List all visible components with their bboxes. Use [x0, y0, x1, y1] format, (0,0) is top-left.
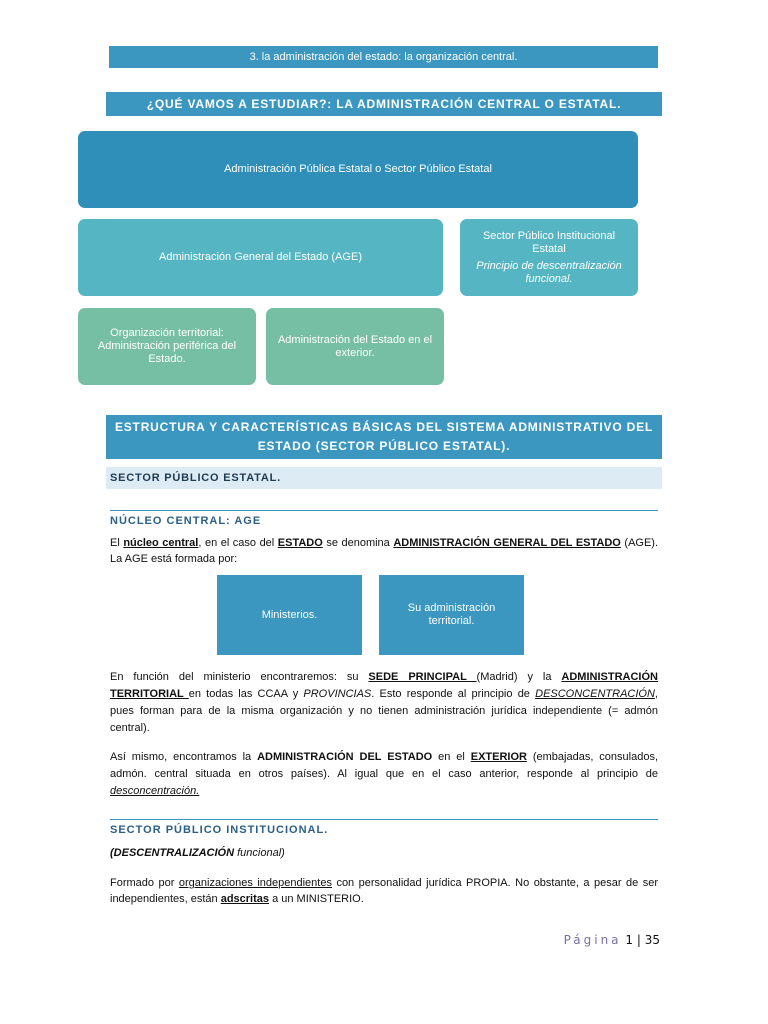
page-word: Página: [563, 933, 622, 947]
diagram-territorial-label: Organización territorial: Administración periférica del Estado.: [97, 327, 237, 365]
page-number: 1: [625, 933, 634, 947]
text-run: (AGE). La AGE está formada por:: [110, 537, 659, 565]
nucleo-heading: NÚCLEO CENTRAL: AGE: [110, 510, 658, 527]
page-footer: [470, 933, 660, 951]
text-run: , en el caso del: [198, 537, 278, 549]
institucional-heading: SECTOR PÚBLICO INSTITUCIONAL.: [110, 819, 658, 836]
page-total: 35: [644, 933, 660, 947]
text-run: , pues forman para de la misma organización y no tienen administración jurídica independiente (= admón central).: [110, 688, 658, 734]
diagram-box-sector-institucional: [460, 219, 638, 296]
diagram-box-territorial: [78, 308, 256, 385]
text-run: en el: [432, 751, 471, 763]
diagram-box-main: [78, 131, 638, 208]
diagram-box-age: [78, 219, 443, 296]
text-run: ESTADO: [277, 537, 323, 549]
institucional-paragraph-2: [110, 875, 658, 907]
text-run: En función del ministerio encontraremos: su: [110, 671, 369, 683]
page-separator: |: [636, 933, 641, 947]
text-run: (embajadas, consulados, admón. central situada en otros países). Al igual que en el caso anterior, responde al principio de: [110, 751, 658, 780]
institucional-paragraph-1: [110, 845, 658, 862]
section-title: ¿QUÉ VAMOS A ESTUDIAR?: LA ADMINISTRACIÓN CENTRAL O ESTATAL.: [106, 92, 662, 116]
text-run: funcional): [234, 847, 285, 859]
text-run: DESCONCENTRACIÓN: [535, 688, 655, 700]
nucleo-paragraph-3: [110, 749, 658, 800]
text-run: ADMINISTRACIÓN TERRITORIAL: [110, 671, 658, 700]
administracion-territorial-box: Su administración territorial.: [379, 575, 524, 655]
text-run: EXTERIOR: [470, 751, 527, 763]
running-title: 3. la administración del estado: la organización central.: [109, 46, 658, 68]
text-run: en todas las CCAA y: [188, 688, 304, 700]
structure-title: ESTRUCTURA Y CARACTERÍSTICAS BÁSICAS DEL SISTEMA ADMINISTRATIVO DEL ESTADO (SECTOR PÚBLICO ESTATAL).: [106, 415, 662, 459]
text-run: se denomina: [322, 537, 394, 549]
ministerios-box: Ministerios.: [217, 575, 362, 655]
text-run: Así mismo, encontramos la: [110, 751, 258, 763]
text-run: (Madrid) y la: [476, 671, 562, 683]
text-run: núcleo central: [123, 537, 199, 549]
diagram-spi-title: Sector Público Institucional Estatal: [482, 229, 616, 255]
text-run: (DESCENTRALIZACIÓN: [110, 847, 235, 859]
diagram-main-label: Administración Pública Estatal o Sector Público Estatal: [224, 163, 492, 175]
text-run: . Esto responde al principio de: [371, 688, 536, 700]
text-run: SEDE PRINCIPAL: [368, 671, 477, 683]
diagram-age-label: Administración General del Estado (AGE): [159, 251, 362, 263]
diagram-exterior-label: Administración del Estado en el exterior.: [277, 333, 433, 359]
nucleo-paragraph-2: [110, 669, 658, 737]
text-run: desconcentración.: [110, 785, 200, 797]
text-run: a un MINISTERIO.: [269, 893, 364, 905]
text-run: ADMINISTRACIÓN GENERAL DEL ESTADO: [393, 537, 621, 549]
structure-subtitle: SECTOR PÚBLICO ESTATAL.: [106, 467, 662, 489]
text-run: PROVINCIAS: [303, 688, 372, 700]
text-run: organizaciones independientes: [178, 877, 332, 889]
nucleo-paragraph-1: [110, 535, 658, 567]
text-run: adscritas: [220, 893, 270, 905]
text-run: Formado por: [110, 877, 179, 889]
text-run: ADMINISTRACIÓN DEL ESTADO: [257, 751, 433, 763]
text-run: con personalidad jurídica PROPIA. No obstante, a pesar de ser independientes, están: [110, 877, 659, 905]
text-run: El: [110, 537, 124, 549]
diagram-box-exterior: [266, 308, 444, 385]
diagram-spi-note: Principio de descentralización funcional.: [476, 259, 622, 285]
